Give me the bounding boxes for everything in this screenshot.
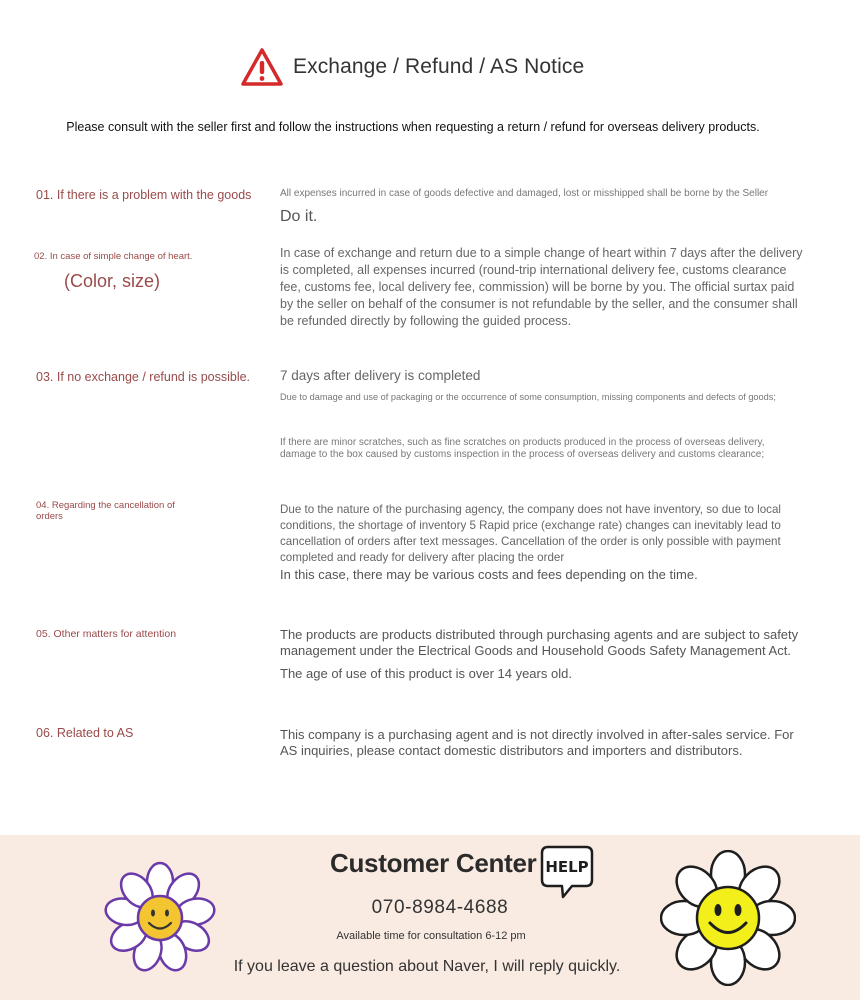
section-4-text-a: Due to the nature of the purchasing agency, the company does not have inventory, so due to local conditions, the shortage of inventory 5 Rapid price (exchange rate) changes can inevitably lead to cancellation of orders after text messages. Cancellation of the order is only possible with payment completed and ready for delivery after placing the order	[280, 503, 781, 564]
section-6-label: 06. Related to AS	[36, 726, 134, 740]
section-5-text-a: The products are products distributed through purchasing agents and are subject to safety management under the Electrical Goods and Household Goods Safety Management Act.	[280, 627, 799, 658]
phone-number: 070-8984-4688	[371, 897, 509, 918]
section-3-text-a: 7 days after delivery is completed	[280, 368, 481, 383]
section-5-label: 05. Other matters for attention	[36, 628, 177, 640]
customer-center-title: Customer Center	[330, 848, 537, 878]
section-1-label: 01. If there is a problem with the goods	[36, 188, 252, 202]
section-2-label: 02. In case of simple change of heart.	[34, 251, 193, 262]
section-2-sublabel: (Color, size)	[64, 271, 161, 291]
notice-header	[240, 42, 584, 92]
section-1-text-b: Do it.	[280, 208, 318, 225]
section-3-text-c: If there are minor scratches, such as fine scratches on products produced in the process of overseas delivery, damage to the box caused by customs inspection in the process of overseas delivery and customs clearance;	[280, 437, 765, 460]
section-6-text: This company is a purchasing agent and is not directly involved in after-sales service. For AS inquiries, please contact domestic distributors and importers and distributors.	[280, 727, 794, 758]
section-1-text-a: All expenses incurred in case of goods defective and damaged, lost or misshipped shall be borne by the Seller	[280, 188, 769, 199]
smiley-flower-icon	[660, 850, 796, 986]
help-speech-bubble-icon	[540, 844, 596, 900]
section-5-text-b: The age of use of this product is over 14 years old.	[280, 666, 572, 681]
intro-text: Please consult with the seller first and follow the instructions when requesting a return / refund for overseas delivery products.	[66, 120, 760, 134]
reply-note: If you leave a question about Naver, I will reply quickly.	[233, 958, 621, 975]
consultation-hours: Available time for consultation 6-12 pm	[336, 930, 526, 942]
help-badge-text: HELP	[545, 858, 589, 876]
section-4-text-b: In this case, there may be various costs and fees depending on the time.	[280, 567, 698, 582]
section-3-text-b: Due to damage and use of packaging or the occurrence of some consumption, missing components and defects of goods;	[280, 392, 776, 402]
warning-triangle-icon	[240, 47, 284, 87]
section-2-text: In case of exchange and return due to a simple change of heart within 7 days after the delivery is completed, all expenses incurred (round-trip international delivery fee, customs clearance fee, customs fee, local delivery fee, commission) will be borne by you. The official surtax paid by the seller on behalf of the consumer is not refundable by the seller, and the consumer shall be refunded directly by following the guided process.	[280, 246, 803, 328]
section-3-label: 03. If no exchange / refund is possible.	[36, 370, 251, 384]
page-title: Exchange / Refund / AS Notice	[293, 55, 585, 78]
section-4-label: 04. Regarding the cancellation of orders	[36, 500, 175, 522]
